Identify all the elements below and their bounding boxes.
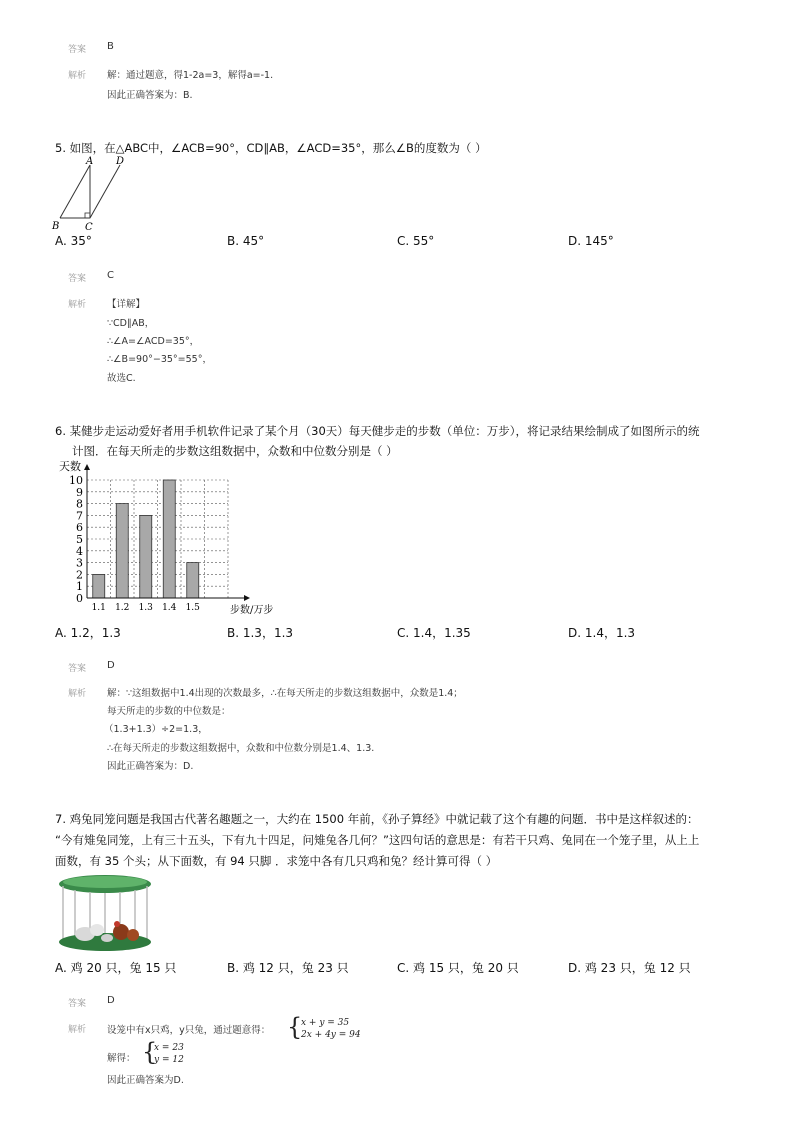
answer-label: 答案 xyxy=(68,999,87,1009)
q6-option-a: A. 1.2，1.3 xyxy=(55,626,121,640)
y-tick-label: 8 xyxy=(76,497,83,511)
y-tick-label: 0 xyxy=(76,592,83,605)
answer-label: 答案 xyxy=(68,274,87,284)
answer-label: 答案 xyxy=(68,664,87,674)
equation: y = 12 xyxy=(154,1055,184,1065)
q5-option-b: B. 45° xyxy=(227,234,265,248)
analysis-label: 解析 xyxy=(68,689,87,699)
answer-label: 答案 xyxy=(68,45,87,55)
equation: x = 23 xyxy=(154,1043,184,1053)
vertex-label-d: D xyxy=(116,156,125,167)
q7-analysis-line: 设笼中有x只鸡，y只兔，通过题意得： xyxy=(107,1025,271,1036)
x-axis-label: 步数/万步 xyxy=(230,605,274,616)
q5-stem: 5. 如图，在△ABC中，∠ACB=90°，CD∥AB，∠ACD=35°，那么∠B的度数为（ ） xyxy=(55,141,487,155)
q5-analysis-line: 故选C. xyxy=(107,373,136,384)
analysis-label: 解析 xyxy=(68,1025,87,1035)
q5-analysis-line: ∴∠B=90°−35°=55°， xyxy=(107,354,212,365)
q6-option-b: B. 1.3，1.3 xyxy=(227,626,294,640)
bar-1.4 xyxy=(163,480,175,598)
q7-option-b: B. 鸡 12 只，兔 23 只 xyxy=(227,961,349,975)
q7-stem-line: 7. 鸡兔同笼问题是我国古代著名趣题之一，大约在 1500 年前，《孙子算经》中就记载了这个有趣的问题．书中是这样叙述的： xyxy=(55,812,699,826)
q7-option-c: C. 鸡 15 只，兔 20 只 xyxy=(397,961,519,975)
y-tick-label: 2 xyxy=(76,568,83,582)
q7-stem-line: “今有雉兔同笼，上有三十五头，下有九十四足，问雉兔各几何？”这四句话的意思是：有若干只鸡、兔同在一个笼子里，从上上 xyxy=(55,833,700,847)
chicken-rabbit-cage-image xyxy=(55,872,155,954)
x-tick-label: 1.3 xyxy=(138,603,153,613)
equation: x + y = 35 xyxy=(301,1018,350,1028)
y-tick-label: 4 xyxy=(76,544,83,558)
q6-analysis-line: 因此正确答案为：D. xyxy=(107,761,194,772)
prev-analysis-line: 解：通过题意，得1-2a=3，解得a=-1. xyxy=(107,70,274,81)
bar-1.5 xyxy=(187,563,199,598)
x-tick-label: 1.1 xyxy=(91,603,106,613)
y-tick-label: 10 xyxy=(69,474,83,487)
y-tick-label: 3 xyxy=(76,556,83,570)
q6-answer-value: D xyxy=(107,660,115,671)
y-tick-label: 7 xyxy=(76,509,83,523)
q7-solve-label: 解得： xyxy=(107,1053,136,1064)
bar-1.3 xyxy=(140,515,152,598)
q5-triangle-figure xyxy=(50,155,130,233)
q5-analysis-line: 【详解】 xyxy=(107,299,146,310)
analysis-label: 解析 xyxy=(68,71,87,81)
q5-answer-value: C xyxy=(107,270,114,281)
steps-bar-chart xyxy=(55,458,275,618)
q5-option-c: C. 55° xyxy=(397,234,435,248)
vertex-label-b: B xyxy=(52,221,60,232)
q7-answer-value: D xyxy=(107,995,115,1006)
x-tick-label: 1.2 xyxy=(115,603,130,613)
x-axis-arrow xyxy=(244,595,250,601)
q6-option-c: C. 1.4，1.35 xyxy=(397,626,471,640)
q6-analysis-line: 解：∵这组数据中1.4出现的次数最多，∴在每天所走的步数这组数据中，众数是1.4； xyxy=(107,688,463,699)
vertex-label-a: A xyxy=(86,156,94,167)
q6-option-d: D. 1.4，1.3 xyxy=(568,626,636,640)
q6-stem-line: 6. 某健步走运动爱好者用手机软件记录了某个月（30天）每天健步走的步数（单位：万步），将记录结果绘制成了如图所示的统 xyxy=(55,424,700,438)
q7-option-a: A. 鸡 20 只，兔 15 只 xyxy=(55,961,177,975)
y-tick-label: 1 xyxy=(76,580,83,594)
x-tick-label: 1.5 xyxy=(185,603,200,613)
bar-1.2 xyxy=(116,504,128,598)
bar-1.1 xyxy=(93,574,105,598)
q5-analysis-line: ∵CD∥AB， xyxy=(107,318,155,329)
y-axis-label: 天数 xyxy=(59,460,81,473)
q6-analysis-line: ∴在每天所走的步数这组数据中，众数和中位数分别是1.4、1.3. xyxy=(107,743,375,754)
prev-analysis-line: 因此正确答案为：B. xyxy=(107,90,193,101)
analysis-label: 解析 xyxy=(68,300,87,310)
prev-answer-value: B xyxy=(107,41,114,52)
q5-option-a: A. 35° xyxy=(55,234,92,248)
y-tick-label: 5 xyxy=(76,533,83,546)
q5-option-d: D. 145° xyxy=(568,234,614,248)
y-tick-label: 9 xyxy=(76,485,83,499)
q7-stem-line: 面数，有 35 个头；从下面数，有 94 只脚 ．求笼中各有几只鸡和兔？经计算可得（ ） xyxy=(55,854,498,868)
y-axis-arrow xyxy=(84,464,90,470)
q6-analysis-line: 每天所走的步数的中位数是： xyxy=(107,706,231,717)
vertex-label-c: C xyxy=(85,222,93,233)
q7-analysis-line: 因此正确答案为D. xyxy=(107,1075,184,1086)
q6-analysis-line: （1.3+1.3）÷2=1.3， xyxy=(104,724,208,735)
q6-stem-line: 计图．在每天所走的步数这组数据中，众数和中位数分别是（ ） xyxy=(72,444,398,458)
q5-analysis-line: ∴∠A=∠ACD=35°， xyxy=(107,336,200,347)
equation: 2x + 4y = 94 xyxy=(301,1030,361,1040)
x-tick-label: 1.4 xyxy=(162,603,177,613)
y-tick-label: 6 xyxy=(76,521,83,535)
q7-option-d: D. 鸡 23 只，兔 12 只 xyxy=(568,961,691,975)
